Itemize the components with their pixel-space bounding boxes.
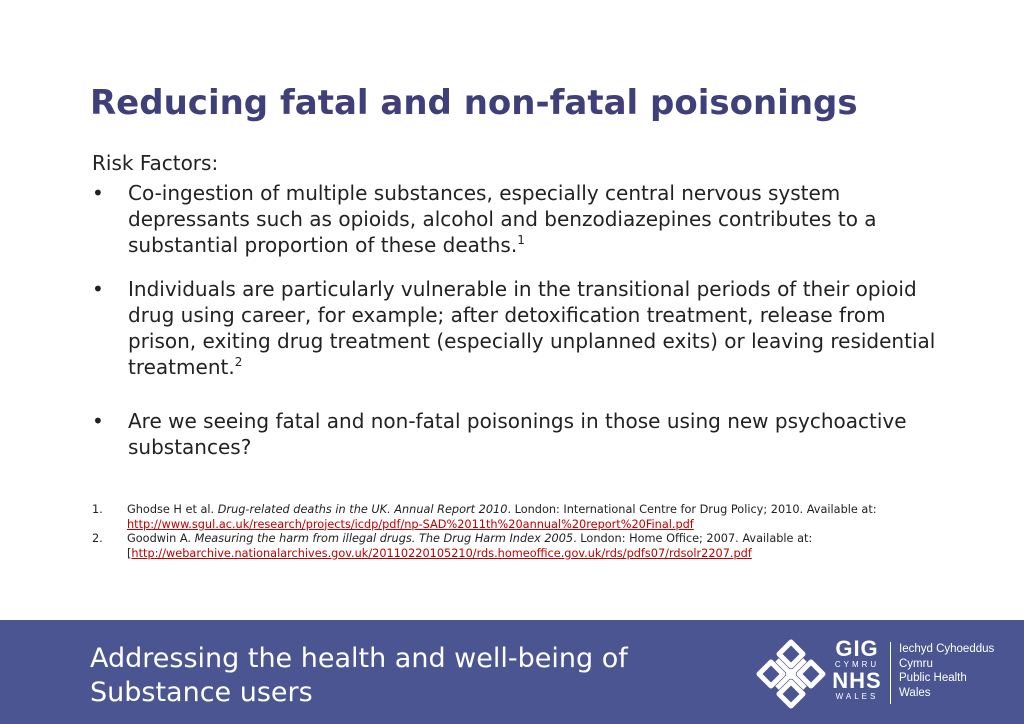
footnote-marker: 1	[517, 233, 525, 247]
bullet-item	[92, 180, 952, 258]
reference-title: Drug-related deaths in the UK. Annual Report 2010	[217, 503, 508, 516]
wales-text: WALES	[835, 692, 879, 701]
org-name-line: Public Health	[899, 672, 967, 684]
references-list	[92, 503, 952, 561]
reference-authors: Goodwin A.	[127, 532, 195, 545]
reference-item	[92, 503, 952, 532]
org-name-line: Iechyd Cyhoeddus	[899, 643, 995, 655]
reference-details: . London: International Centre for Drug Policy; 2010. Available at:	[507, 503, 877, 516]
organisation-name	[899, 642, 1019, 700]
cymru-text: CYMRU	[834, 660, 880, 669]
footer-title-line: Substance users	[90, 677, 313, 708]
nhs-wales-wordmark	[831, 638, 883, 702]
bullet-item	[92, 408, 952, 460]
reference-number: 1.	[92, 503, 103, 516]
reference-number: 2.	[92, 532, 103, 545]
risk-factors-heading: Risk Factors:	[92, 151, 219, 175]
gig-text: GIG	[835, 636, 879, 661]
reference-link[interactable]: http://www.sgul.ac.uk/research/projects/icdp/pdf/np-SAD%2011th%20annual%20report%20Final.pdf	[127, 517, 694, 531]
bullet-marker: •	[92, 277, 104, 301]
reference-authors: Ghodse H et al.	[127, 503, 218, 516]
slide-title: Reducing fatal and non-fatal poisonings	[90, 83, 858, 123]
slide-body	[92, 150, 952, 460]
footer-title	[90, 642, 710, 710]
reference-details: . London: Home Office; 2007. Available at: [	[127, 532, 813, 560]
celtic-knot-logo-icon	[755, 638, 827, 710]
bullet-text: Individuals are particularly vulnerable in the transitional periods of their opioid drug using career, for example; after detoxification treatment, release from prison, exiting drug treatment (especially unplanned exits) or leaving residential treatment.	[128, 277, 936, 379]
reference-item	[92, 532, 952, 561]
bullet-marker: •	[92, 409, 104, 433]
logo-divider	[890, 642, 891, 704]
bullet-marker: •	[92, 181, 104, 205]
bullet-item	[92, 276, 952, 380]
footer-title-line: Addressing the health and well-being of	[90, 643, 628, 674]
bullet-text: Co-ingestion of multiple substances, especially central nervous system depressants such as opioids, alcohol and benzodiazepines contributes to a substantial proportion of these deaths.	[128, 181, 877, 257]
reference-title: Measuring the harm from illegal drugs. The Drug Harm Index 2005	[194, 532, 574, 545]
reference-link[interactable]: http://webarchive.nationalarchives.gov.uk/20110220105210/rds.homeoffice.gov.uk/rds/pdfs07/rdsolr2207.pdf	[131, 546, 752, 560]
footnote-marker: 2	[234, 355, 243, 369]
org-name-line: Wales	[899, 686, 931, 699]
nhs-wales-logo	[755, 638, 1015, 710]
org-name-line: Cymru	[899, 657, 933, 670]
footer-banner	[0, 620, 1024, 724]
nhs-text: NHS	[832, 668, 882, 693]
bullet-text: Are we seeing fatal and non-fatal poisonings in those using new psychoactive substances?	[128, 409, 907, 459]
